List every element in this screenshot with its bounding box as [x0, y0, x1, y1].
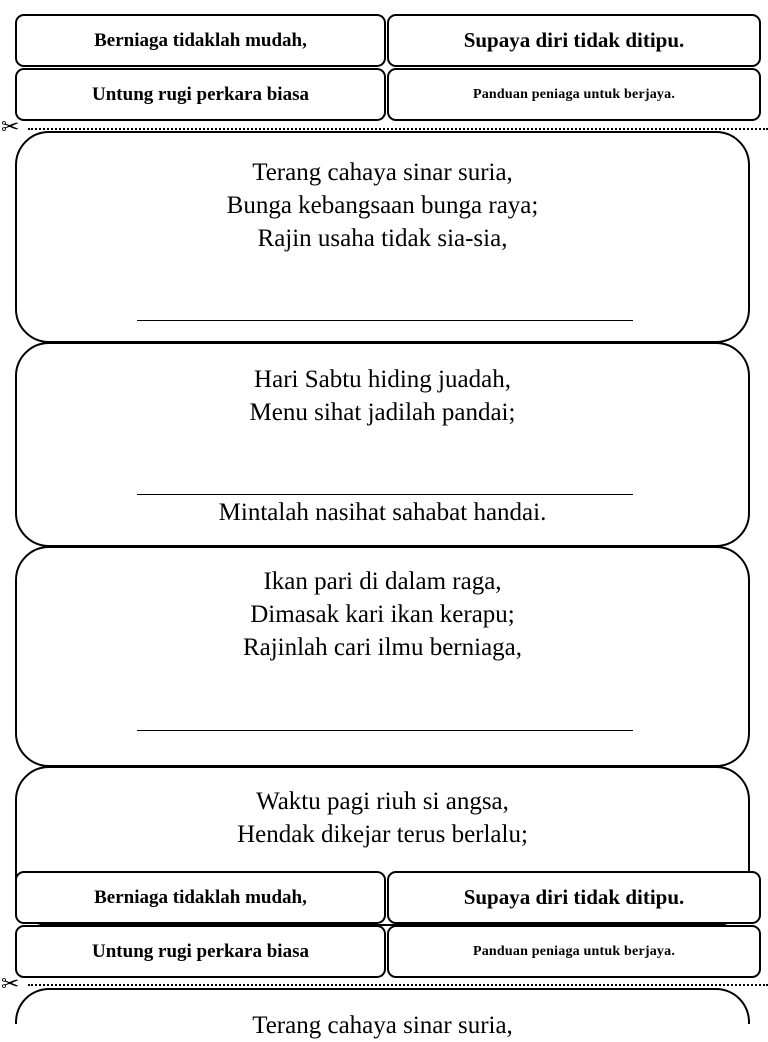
- word-card[interactable]: Panduan peniaga untuk berjaya.: [387, 925, 761, 978]
- scissors-icon: ✂: [1, 972, 20, 997]
- pantun-line: Bunga kebangsaan bunga raya;: [226, 192, 539, 219]
- pantun-line: Rajin usaha tidak sia-sia,: [257, 225, 508, 252]
- word-card[interactable]: Untung rugi perkara biasa: [15, 68, 386, 121]
- word-card[interactable]: Panduan peniaga untuk berjaya.: [387, 68, 761, 121]
- pantun-line: Dimasak kari ikan kerapu;: [250, 601, 515, 628]
- answer-blank[interactable]: [137, 320, 633, 321]
- pantun-line: Menu sihat jadilah pandai;: [249, 399, 516, 426]
- pantun-line: Hari Sabtu hiding juadah,: [254, 366, 511, 393]
- answer-blank[interactable]: [137, 730, 633, 731]
- answer-blank[interactable]: [137, 494, 633, 495]
- word-card[interactable]: Untung rugi perkara biasa: [15, 925, 386, 978]
- pantun-line: Terang cahaya sinar suria,: [252, 159, 513, 186]
- pantun-card: [15, 546, 750, 767]
- word-card[interactable]: Supaya diri tidak ditipu.: [387, 871, 761, 924]
- word-card[interactable]: Berniaga tidaklah mudah,: [15, 871, 386, 924]
- pantun-line: Terang cahaya sinar suria,: [252, 1012, 513, 1039]
- pantun-line: Mintalah nasihat sahabat handai.: [218, 499, 547, 526]
- pantun-line: Waktu pagi riuh si angsa,: [256, 788, 509, 815]
- pantun-card: [15, 988, 750, 1039]
- pantun-line: Hendak dikejar terus berlalu;: [237, 821, 528, 848]
- pantun-line: Rajinlah cari ilmu berniaga,: [242, 634, 523, 661]
- word-card[interactable]: Berniaga tidaklah mudah,: [15, 14, 386, 67]
- pantun-line: Ikan pari di dalam raga,: [263, 568, 502, 595]
- word-card[interactable]: Supaya diri tidak ditipu.: [387, 14, 761, 67]
- cut-line: [28, 984, 768, 986]
- cut-line: [28, 128, 768, 130]
- pantun-card: [15, 342, 750, 547]
- scissors-icon: ✂: [1, 115, 20, 140]
- pantun-card: [15, 131, 750, 343]
